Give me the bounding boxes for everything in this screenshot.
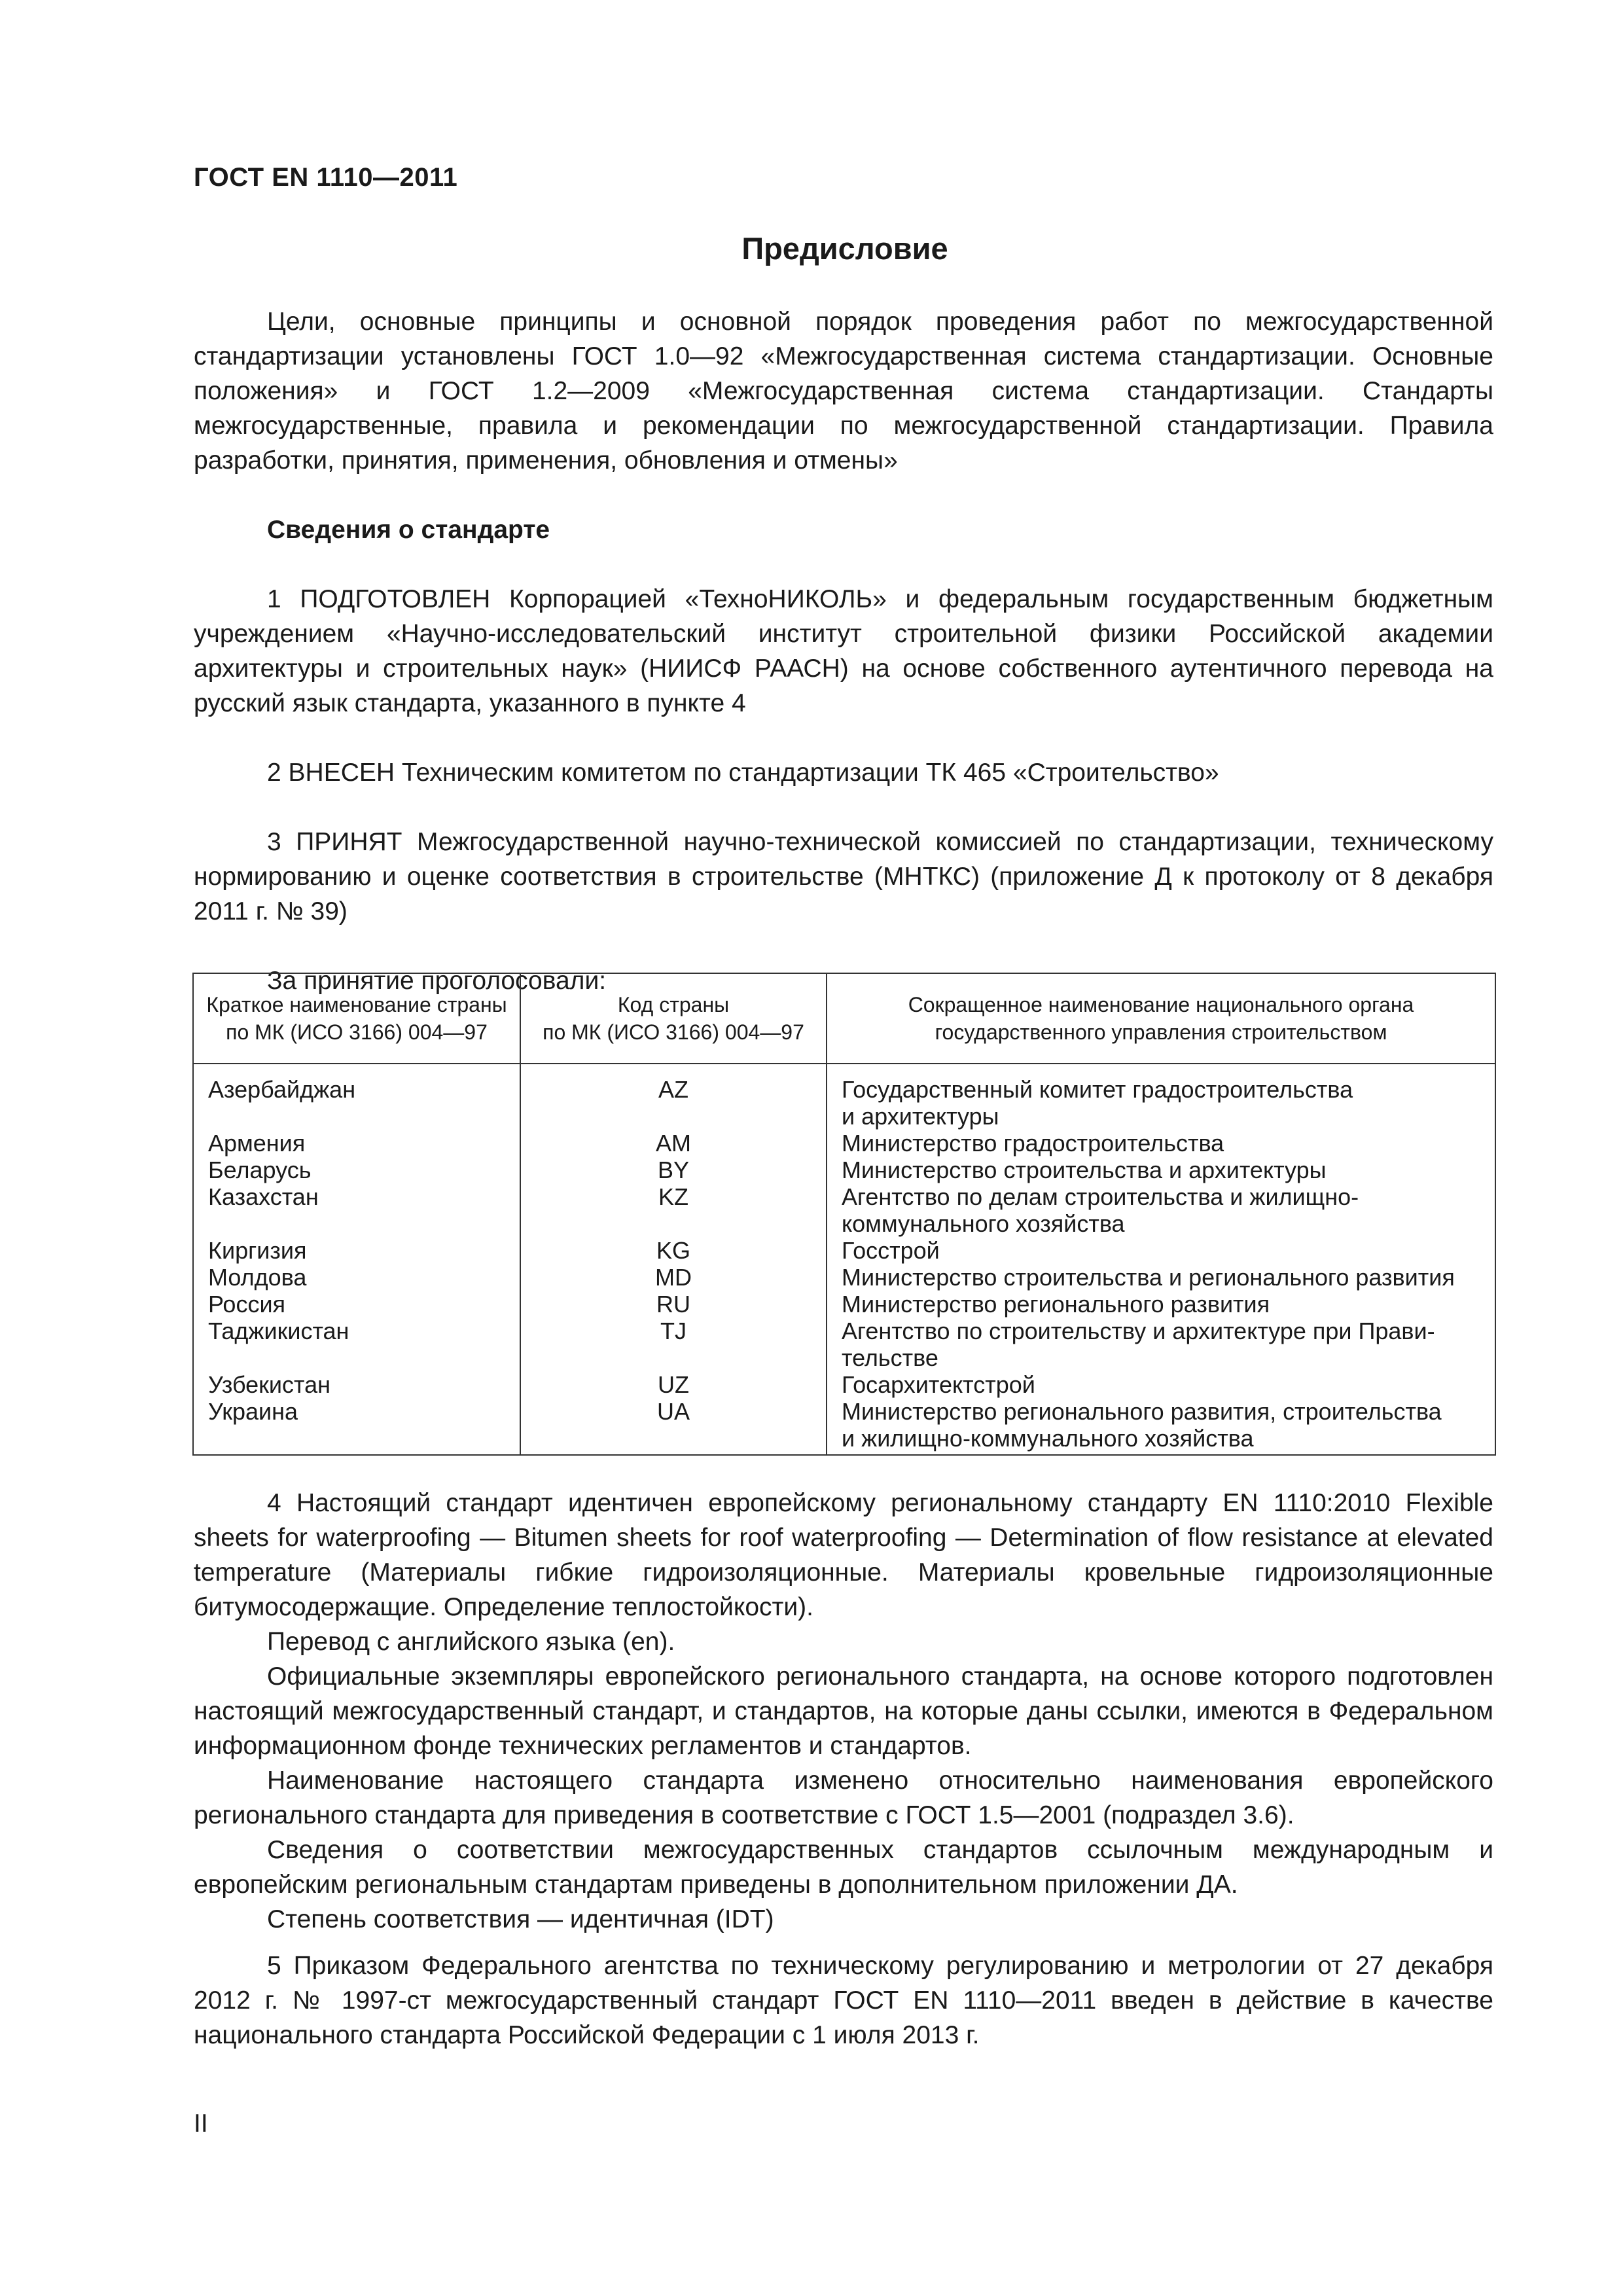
country-name: Украина xyxy=(208,1398,298,1425)
country-name: Беларусь xyxy=(208,1157,312,1183)
item-4-conformity-info: Сведения о соответствии межгосударственных стандартов ссылочным международным и европейским региональным стандартам приведены в дополнительном приложении ДА. xyxy=(194,1836,1493,1899)
country-name-spacer xyxy=(208,1210,505,1237)
agency-name: коммунального хозяйства xyxy=(842,1210,1125,1237)
country-name: Таджикистан xyxy=(208,1318,349,1344)
preface-body-top xyxy=(194,304,1493,998)
country-name: Армения xyxy=(208,1130,306,1157)
code-column xyxy=(520,1064,827,1455)
agency-name: и жилищно-коммунального хозяйства xyxy=(842,1425,1254,1452)
country-column xyxy=(193,1064,520,1455)
page-title: Предисловие xyxy=(741,231,948,266)
agency-name: тельстве xyxy=(842,1344,938,1371)
country-name: Россия xyxy=(208,1291,286,1318)
country-code-spacer xyxy=(535,1210,812,1237)
country-name: Казахстан xyxy=(208,1183,319,1210)
vote-table-header xyxy=(193,973,1495,1064)
vote-intro: За принятие проголосовали: xyxy=(267,967,607,995)
item-4-official-copies: Официальные экземпляры европейского регионального стандарта, на основе которого подготовлен настоящий межгосударственный стандарт, и стандартов, на которые даны ссылки, имеются в Федеральном информационном фонде технических регламентов и стандартов. xyxy=(194,1662,1493,1760)
vote-table-body xyxy=(193,1064,1495,1455)
country-name-spacer xyxy=(208,1103,505,1130)
agency-name: и архитектуры xyxy=(842,1103,999,1130)
item-4-block xyxy=(194,1486,1493,1937)
agency-name: Министерство регионального развития xyxy=(842,1291,1270,1318)
agency-name: Министерство регионального развития, строительства xyxy=(842,1398,1442,1425)
agency-column xyxy=(827,1064,1495,1455)
agency-name: Агентство по делам строительства и жилищно- xyxy=(842,1183,1359,1210)
country-code: UA xyxy=(656,1398,690,1425)
item-5-paragraph: 5 Приказом Федерального агентства по техническому регулированию и метрологии от 27 декабря 2012 г. № 1997-ст межгосударственный стандарт ГОСТ EN 1110—2011 введен в действие в качестве национального стандарта Российской Федерации с 1 июля 2013 г. xyxy=(194,1952,1493,2049)
agency-name: Госстрой xyxy=(842,1237,940,1264)
document-code: ГОСТ EN 1110—2011 xyxy=(194,163,458,192)
item-3-paragraph: 3 ПРИНЯТ Межгосударственной научно-технической комиссией по стандартизации, техническому нормированию и оценке соответствия в строительстве (МНТКС) (приложение Д к протоколу от 8 декабря 2011 г. № 39) xyxy=(194,828,1493,925)
agency-name: Госархитектстрой xyxy=(842,1371,1035,1398)
header-agency: Сокращенное наименование национального органа государственного управления строительством xyxy=(827,973,1495,1064)
country-name: Узбекистан xyxy=(208,1371,331,1398)
header-code: Код страны по МК (ИСО 3166) 004—97 xyxy=(520,973,827,1064)
country-name: Молдова xyxy=(208,1264,307,1291)
country-code: BY xyxy=(657,1157,690,1183)
country-code: KG xyxy=(656,1237,690,1264)
country-code-spacer xyxy=(535,1425,812,1452)
item-2-paragraph: 2 ВНЕСЕН Техническим комитетом по стандартизации ТК 465 «Строительство» xyxy=(267,759,1219,787)
agency-name: Государственный комитет градостроительства xyxy=(842,1076,1353,1103)
item-4-translation: Перевод с английского языка (en). xyxy=(267,1628,675,1656)
country-code: AM xyxy=(656,1130,691,1157)
country-name: Азербайджан xyxy=(208,1076,356,1103)
country-code: KZ xyxy=(658,1183,688,1210)
page-number: II xyxy=(194,2109,208,2138)
item-4-degree: Степень соответствия — идентичная (IDT) xyxy=(267,1905,774,1933)
item-1-paragraph: 1 ПОДГОТОВЛЕН Корпорацией «ТехноНИКОЛЬ» и федеральным государственным бюджетным учреждением «Научно-исследовательский институт строительной физики Российской академии архитектуры и строительных наук» (НИИСФ РААСН) на основе собственного аутентичного перевода на русский язык стандарта, указанного в пункте 4 xyxy=(194,585,1493,717)
country-code: MD xyxy=(655,1264,692,1291)
country-code-spacer xyxy=(535,1103,812,1130)
item-4-name-change: Наименование настоящего стандарта изменено относительно наименования европейского регионального стандарта для приведения в соответствие с ГОСТ 1.5—2001 (подраздел 3.6). xyxy=(194,1767,1493,1829)
country-code-spacer xyxy=(535,1344,812,1371)
agency-name: Агентство по строительству и архитектуре при Прави- xyxy=(842,1318,1435,1344)
country-code: TJ xyxy=(660,1318,687,1344)
country-name: Киргизия xyxy=(208,1237,307,1264)
agency-name: Министерство градостроительства xyxy=(842,1130,1224,1157)
country-name-spacer xyxy=(208,1344,505,1371)
intro-paragraph: Цели, основные принципы и основной порядок проведения работ по межгосударственной стандартизации установлены ГОСТ 1.0—92 «Межгосударственная система стандартизации. Основные положения» и ГОСТ 1.2—2009 «Межгосударственная система стандартизации. Стандарты межгосударственные, правила и рекомендации по межгосударственной стандартизации. Правила разработки, принятия, применения, обновления и отмены» xyxy=(194,308,1493,475)
agency-name: Министерство строительства и архитектуры xyxy=(842,1157,1327,1183)
country-code: RU xyxy=(656,1291,690,1318)
agency-name: Министерство строительства и регионального развития xyxy=(842,1264,1455,1291)
country-code: AZ xyxy=(658,1076,688,1103)
item-4-paragraph: 4 Настоящий стандарт идентичен европейскому региональному стандарту EN 1110:2010 Flexible sheets for waterproofing — Bitumen sheets for roof waterproofing — Determination of flow resistance at elevated temperature (Материалы гибкие гидроизоляционные. Материалы кровельные гидроизоляционные битумосодержащие. Определение теплостойкости). xyxy=(194,1489,1493,1621)
item-5-block xyxy=(194,1948,1493,2053)
header-country: Краткое наименование страны по МК (ИСО 3166) 004—97 xyxy=(193,973,520,1064)
country-name-spacer xyxy=(208,1425,505,1452)
vote-table xyxy=(192,973,1496,1456)
country-code: UZ xyxy=(658,1371,689,1398)
section-title: Сведения о стандарте xyxy=(267,516,550,544)
